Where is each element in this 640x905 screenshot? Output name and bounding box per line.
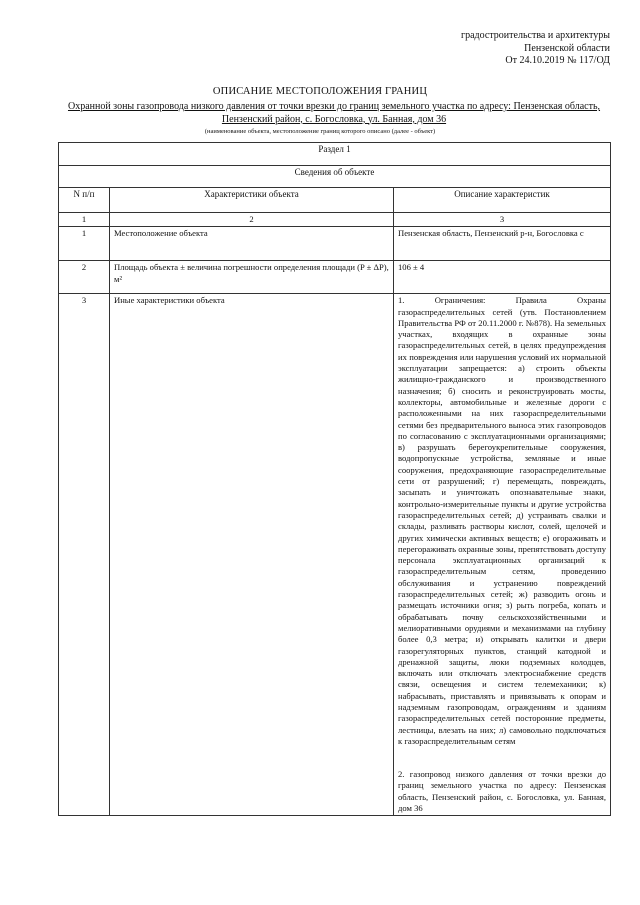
info-title: Сведения об объекте <box>59 166 611 188</box>
object-info-table <box>58 142 611 816</box>
section-row <box>59 143 611 166</box>
header-line-1: градостроительства и архитектуры <box>461 30 610 41</box>
document-subtitle: Охранной зоны газопровода низкого давления от точки врезки до границ земельного участка по адресу: Пензенская область, Пензенский район, с. Богословка, ул. Банная, дом 36 <box>67 101 601 125</box>
section-title: Раздел 1 <box>59 143 611 166</box>
row-number: 2 <box>59 261 110 294</box>
column-number-2: 2 <box>110 213 394 227</box>
table-row <box>59 261 611 294</box>
document-note: (наименование объекта, местоположение границ которого описано (далее - объект) <box>204 128 436 135</box>
document-title: ОПИСАНИЕ МЕСТОПОЛОЖЕНИЯ ГРАНИЦ <box>212 86 428 97</box>
header-characteristics: Характеристики объекта <box>110 188 394 213</box>
row-description: 106 ± 4 <box>394 261 611 294</box>
header-description: Описание характеристик <box>394 188 611 213</box>
header-num: N п/п <box>59 188 110 213</box>
row-number: 3 <box>59 294 110 816</box>
column-number-1: 1 <box>59 213 110 227</box>
table-row <box>59 294 611 816</box>
column-number-3: 3 <box>394 213 611 227</box>
table-row <box>59 227 611 261</box>
paragraph-gap <box>398 747 606 769</box>
description-paragraph-object: 2. газопровод низкого давления от точки врезки до границ земельного участка по адресу: Пензенская область, Пензенский район, с. Богословка, ул. Банная, дом 36 <box>398 769 607 814</box>
row-number: 1 <box>59 227 110 261</box>
header-block <box>370 30 610 68</box>
header-line-2: Пензенской области <box>524 42 610 54</box>
description-paragraph-restrictions: 1. Ограничения: Правила Охраны газораспределительных сетей (утв. Постановлением Правительства РФ от 20.11.2000 г. №878). На земельных участках, входящих в охранные зоны газораспределительных сетей, в целях предупреждения их повреждения или нарушения условий их нормальной эксплуатации запрещается: а) строить объекты жилищно-гражданского и производственного назначения; б) сносить и реконструировать мосты, коллекторы, автомобильные и железные дороги с расположенными на них газораспределительными сетями без предварительного выноса этих газопроводов по согласованию с эксплуатационными организациями; в) разрушать берегоукрепительные сооружения, водопропускные устройства, земляные и иные сооружения, предохраняющие газораспределительные сети от разрушений; г) перемещать, повреждать, засыпать и уничтожать опознавательные знаки, контрольно-измерительные пункты и другие устройства газораспределительных сетей; д) устраивать свалки и склады, разливать растворы кислот, солей, щелочей и других химически активных веществ; е) огораживать и перегораживать охранные зоны, препятствовать доступу персонала эксплуатационных организаций к газораспределительным сетям, проведению обслуживания и устранению повреждений газораспределительных сетей; ж) разводить огонь и размещать источники огня; з) рыть погреба, копать и обрабатывать почву сельскохозяйственными и мелиоративными орудиями и механизмами на глубину более 0,3 метра; и) открывать калитки и двери газорегуляторных пунктов, станций катодной и дренажной защиты, люки подземных колодцев, включать или отключать электроснабжение средств связи, освещения и систем телемеханики; к) набрасывать, приставлять и привязывать к опорам и надземным газопроводам, ограждениям и зданиям газораспределительных сетей посторонние предметы, лестницы, влезать на них; л) самовольно подключаться к газораспределительным сетям <box>398 295 607 746</box>
header-line-3: От 24.10.2019 № 117/ОД <box>505 55 610 66</box>
info-row <box>59 166 611 188</box>
header-row <box>59 188 611 213</box>
row-description: Пензенская область, Пензенский р-н, Богословка с <box>394 227 611 261</box>
row-characteristic: Иные характеристики объекта <box>110 294 394 816</box>
row-characteristic: Площадь объекта ± величина погрешности определения площади (P ± ΔP), м² <box>110 261 394 294</box>
row-description <box>394 294 611 816</box>
row-characteristic: Местоположение объекта <box>110 227 394 261</box>
column-number-row <box>59 213 611 227</box>
